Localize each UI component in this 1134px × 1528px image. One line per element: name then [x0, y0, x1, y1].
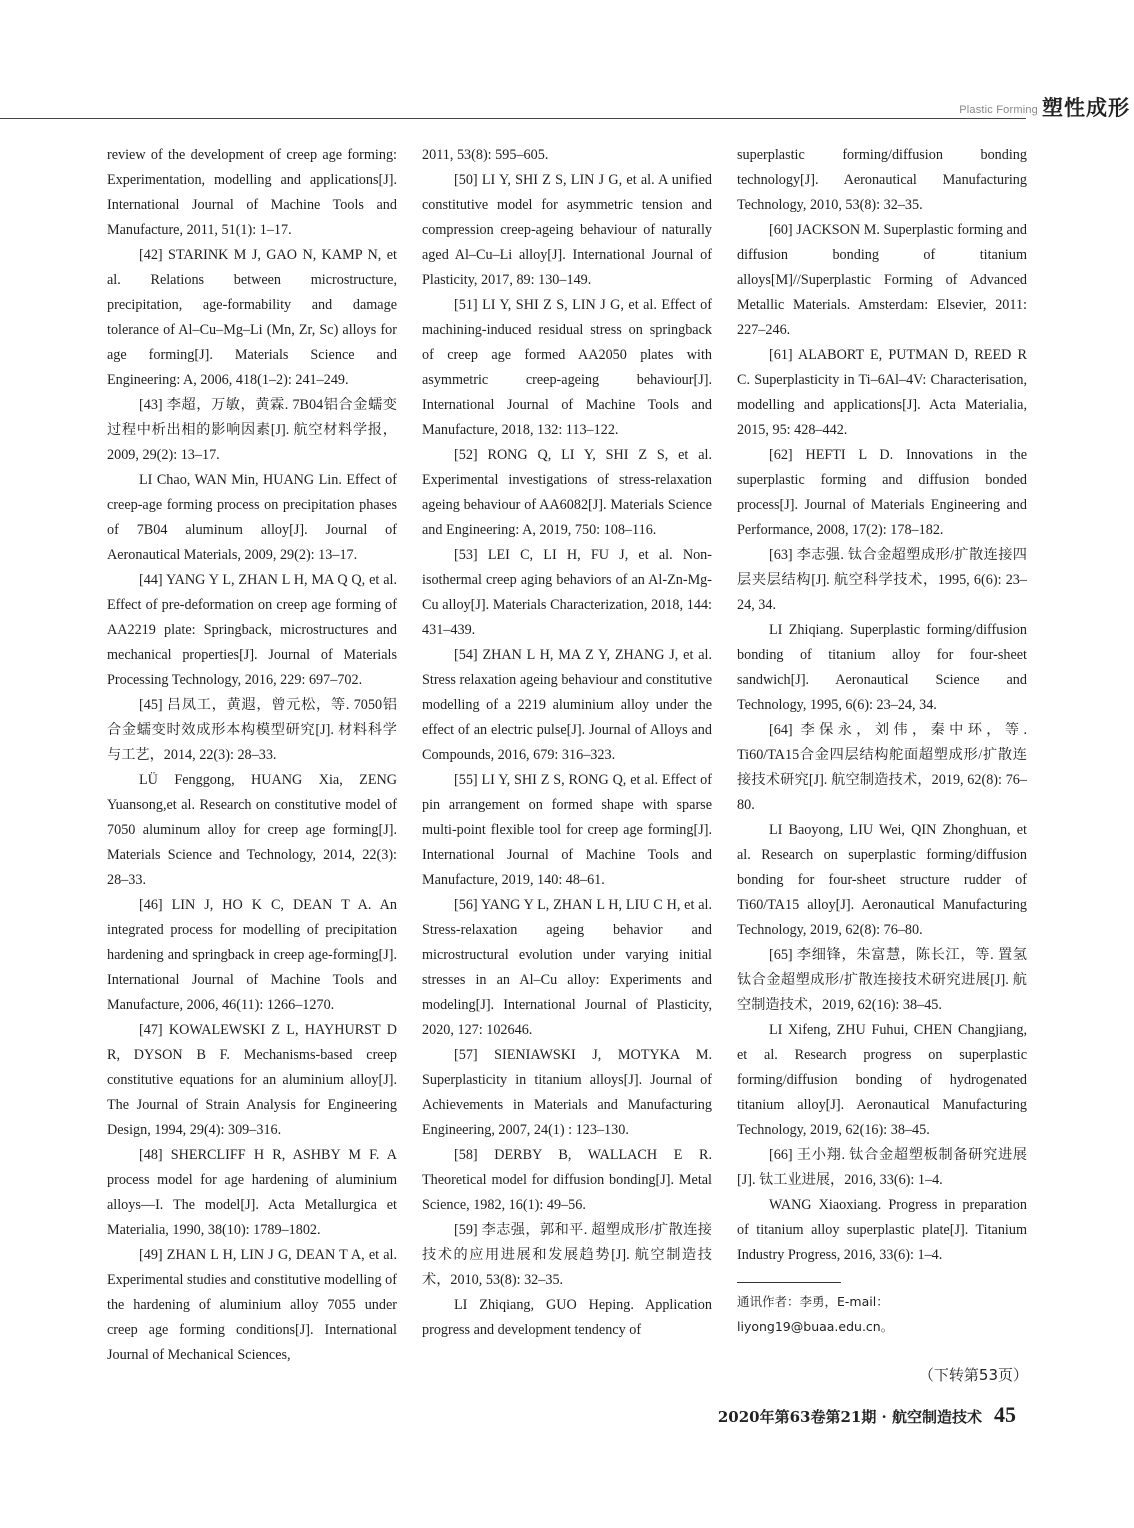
reference-entry: [42] STARINK M J, GAO N, KAMP N, et al. Relations between microstructure, precipitation, age-formability and damage tolerance of Al–Cu–Mg–Li (Mn, Zr, Sc) alloys for age forming[J]. Materials Science and Engineering: A, 2006, 418(1–2): 241–249.	[107, 247, 397, 388]
journal-section-zh: 塑性成形	[1042, 96, 1130, 120]
reference-entry: LI Zhiqiang. Superplastic forming/diffusion bonding of titanium alloy for four-sheet sandwich[J]. Aeronautical Science and Technology, 1995, 6(6): 23–24, 34.	[737, 622, 1027, 713]
reference-column-1	[107, 143, 397, 1368]
corresponding-author-note: 通讯作者：李勇，E-mail：liyong19@buaa.edu.cn。	[737, 1294, 894, 1334]
reference-entry: 2011, 53(8): 595–605.	[422, 147, 549, 163]
reference-entry: WANG Xiaoxiang. Progress in preparation of titanium alloy superplastic plate[J]. Titanium Industry Progress, 2016, 33(6): 1–4.	[737, 1197, 1027, 1263]
reference-entry: [47] KOWALEWSKI Z L, HAYHURST D R, DYSON B F. Mechanisms-based creep constitutive equations for an aluminium alloy[J]. The Journal of Strain Analysis for Engineering Design, 1994, 29(4): 309–316.	[107, 1022, 397, 1138]
footnote-rule	[737, 1282, 841, 1283]
reference-entry: LI Chao, WAN Min, HUANG Lin. Effect of creep-age forming process on precipitation phases of 7B04 aluminum alloy[J]. Journal of Aeronautical Materials, 2009, 29(2): 13–17.	[107, 472, 397, 563]
reference-entry: [62] HEFTI L D. Innovations in the superplastic forming and diffusion bonded process[J]. Journal of Materials Engineering and Performance, 2008, 17(2): 178–182.	[737, 447, 1027, 538]
header-rule	[0, 118, 1026, 119]
reference-entry: [53] LEI C, LI H, FU J, et al. Non-isothermal creep aging behaviors of an Al-Zn-Mg-Cu alloy[J]. Materials Characterization, 2018, 144: 431–439.	[422, 547, 712, 638]
reference-entry: [49] ZHAN L H, LIN J G, DEAN T A, et al. Experimental studies and constitutive modelling of the hardening of aluminium alloy 7055 under creep age forming conditions[J]. International Journal of Mechanical Sciences,	[107, 1247, 397, 1363]
reference-entry: [51] LI Y, SHI Z S, LIN J G, et al. Effect of machining-induced residual stress on springback of creep age formed AA2050 plates with asymmetric creep-ageing behaviour[J]. International Journal of Machine Tools and Manufacture, 2018, 132: 113–122.	[422, 297, 712, 438]
reference-entry: [55] LI Y, SHI Z S, RONG Q, et al. Effect of pin arrangement on formed shape with sparse multi-point flexible tool for creep age forming[J]. International Journal of Machine Tools and Manufacture, 2019, 140: 48–61.	[422, 772, 712, 888]
reference-entry: [44] YANG Y L, ZHAN L H, MA Q Q, et al. Effect of pre-deformation on creep age forming of AA2219 plate: Springback, microstructures and mechanical properties[J]. Journal of Materials Processing Technology, 2016, 229: 697–702.	[107, 572, 397, 688]
reference-column-3	[737, 143, 1027, 1339]
reference-entry: [61] ALABORT E, PUTMAN D, REED R C. Superplasticity in Ti–6Al–4V: Characterisation, modelling and applications[J]. Acta Materialia, 2015, 95: 428–442.	[737, 347, 1027, 438]
reference-entry: [66] 王小翔. 钛合金超塑板制备研究进展[J]. 钛工业进展，2016, 33(6): 1–4.	[737, 1147, 1027, 1188]
reference-entry: LI Zhiqiang, GUO Heping. Application progress and development tendency of	[422, 1297, 712, 1338]
reference-entry: [46] LIN J, HO K C, DEAN T A. An integrated process for modelling of precipitation hardening and springback in creep age-forming[J]. International Journal of Machine Tools and Manufacture, 2006, 46(11): 1266–1270.	[107, 897, 397, 1013]
reference-entry: [64] 李保永，刘伟，秦中环，等. Ti60/TA15合金四层结构舵面超塑成形/扩散连接技术研究[J]. 航空制造技术，2019, 62(8): 76–80.	[737, 722, 1027, 813]
reference-entry: [43] 李超，万敏，黄霖. 7B04铝合金蠕变过程中析出相的影响因素[J]. 航空材料学报，2009, 29(2): 13–17.	[107, 397, 397, 463]
footer-issue-text: 2020年第63卷第21期 · 航空制造技术	[717, 1408, 982, 1426]
reference-entry: [54] ZHAN L H, MA Z Y, ZHANG J, et al. Stress relaxation ageing behaviour and constitutive modelling of a 2219 aluminium alloy under the effect of an electric pulse[J]. Journal of Alloys and Compounds, 2016, 679: 316–323.	[422, 647, 712, 763]
page-number: 45	[994, 1402, 1016, 1427]
reference-entry: [56] YANG Y L, ZHAN L H, LIU C H, et al. Stress-relaxation ageing behavior and microstructural evolution under varying initial stresses in an Al–Cu alloy: Experiments and modeling[J]. International Journal of Plasticity, 2020, 127: 102646.	[422, 897, 712, 1038]
footer-issue	[718, 1406, 982, 1427]
reference-entry: [60] JACKSON M. Superplastic forming and diffusion bonding of titanium alloys[M]//Superplastic Forming of Advanced Metallic Materials. Amsterdam: Elsevier, 2011: 227–246.	[737, 222, 1027, 338]
reference-entry: [65] 李细锋，朱富慧，陈长江，等. 置氢钛合金超塑成形/扩散连接技术研究进展[J]. 航空制造技术，2019, 62(16): 38–45.	[737, 947, 1027, 1013]
reference-entry: LI Baoyong, LIU Wei, QIN Zhonghuan, et al. Research on superplastic forming/diffusion bonding for four-sheet structure rudder of Ti60/TA15 alloy[J]. Aeronautical Manufacturing Technology, 2019, 62(8): 76–80.	[737, 822, 1027, 938]
reference-entry: [52] RONG Q, LI Y, SHI Z S, et al. Experimental investigations of stress-relaxation ageing behaviour of AA6082[J]. Materials Science and Engineering: A, 2019, 750: 108–116.	[422, 447, 712, 538]
running-header	[0, 90, 1026, 118]
continued-note: （下转第53页）	[918, 1366, 1028, 1384]
reference-entry: LI Xifeng, ZHU Fuhui, CHEN Changjiang, et al. Research progress on superplastic forming/diffusion bonding of hydrogenated titanium alloy[J]. Aeronautical Manufacturing Technology, 2019, 62(16): 38–45.	[737, 1022, 1027, 1138]
journal-section-en: Plastic Forming	[959, 104, 1038, 116]
reference-entry: [63] 李志强. 钛合金超塑成形/扩散连接四层夹层结构[J]. 航空科学技术，1995, 6(6): 23–24, 34.	[737, 547, 1027, 613]
reference-entry: superplastic forming/diffusion bonding technology[J]. Aeronautical Manufacturing Technology, 2010, 53(8): 32–35.	[737, 147, 1027, 213]
reference-entry: [57] SIENIAWSKI J, MOTYKA M. Superplasticity in titanium alloys[J]. Journal of Achievements in Materials and Manufacturing Engineering, 2007, 24(1) : 123–130.	[422, 1047, 712, 1138]
reference-entry: [48] SHERCLIFF H R, ASHBY M F. A process model for age hardening of aluminium alloys—I. The model[J]. Acta Metallurgica et Materialia, 1990, 38(10): 1789–1802.	[107, 1147, 397, 1238]
reference-column-2	[422, 143, 712, 1343]
reference-entry: [59] 李志强，郭和平. 超塑成形/扩散连接技术的应用进展和发展趋势[J]. 航空制造技术，2010, 53(8): 32–35.	[422, 1222, 712, 1288]
reference-entry: [58] DERBY B, WALLACH E R. Theoretical model for diffusion bonding[J]. Metal Science, 1982, 16(1): 49–56.	[422, 1147, 712, 1213]
reference-entry: [45] 吕凤工，黄遐，曾元松，等. 7050铝合金蠕变时效成形本构模型研究[J]. 材料科学与工艺，2014, 22(3): 28–33.	[107, 697, 397, 763]
reference-entry: review of the development of creep age forming: Experimentation, modelling and applications[J]. International Journal of Machine Tools and Manufacture, 2011, 51(1): 1–17.	[107, 147, 397, 238]
reference-entry: LÜ Fenggong, HUANG Xia, ZENG Yuansong,et al. Research on constitutive model of 7050 aluminum alloy for creep age forming[J]. Materials Science and Technology, 2014, 22(3): 28–33.	[107, 772, 397, 888]
reference-entry: [50] LI Y, SHI Z S, LIN J G, et al. A unified constitutive model for asymmetric tension and compression creep-ageing behaviour of naturally aged Al–Cu–Li alloy[J]. International Journal of Plasticity, 2017, 89: 130–149.	[422, 172, 712, 288]
